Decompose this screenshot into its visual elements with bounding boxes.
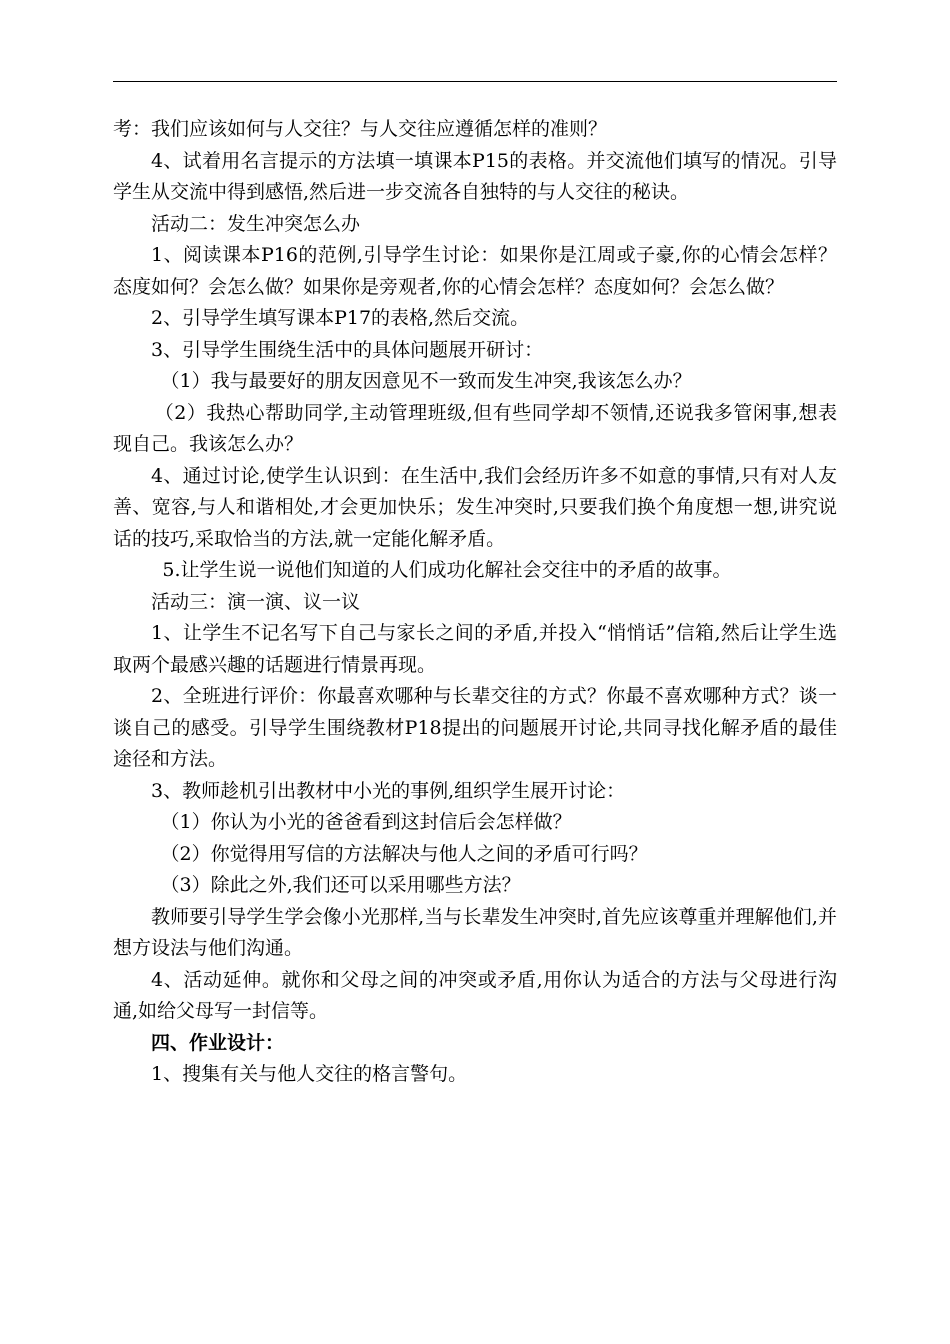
paragraph-activity-3-step-3: 3、教师趁机引出教材中小光的事例,组织学生展开讨论： [151, 779, 626, 802]
paragraph-activity-2-step-3: 3、引导学生围绕生活中的具体问题展开研讨： [151, 338, 544, 361]
paragraph-activity-extension: 4、活动延伸。就你和父母之间的冲突或矛盾,用你认为适合的方法与父母进行沟通,如给父母写一封信等。 [113, 968, 837, 1022]
paragraph-activity-2-step-5: 5.让学生说一说他们知道的人们成功化解社会交往中的矛盾的故事。 [162, 559, 732, 581]
paragraph-discussion-question-1: （1）你认为小光的爸爸看到这封信后会怎样做？ [160, 811, 572, 833]
paragraph-homework-1: 1、搜集有关与他人交往的格言警句。 [151, 1063, 468, 1085]
paragraph-activity-2-step-2: 2、引导学生填写课本P17的表格,然后交流。 [151, 307, 530, 329]
paragraph-activity-2-step-4: 4、通过讨论,使学生认识到：在生活中,我们会经历许多不如意的事情,只有对人友善、宽容,与人和谐相处,才会更加快乐；发生冲突时,只要我们换个角度想一想,讲究说话的技巧,采取恰当的方法,就一定能化解矛盾。 [113, 464, 837, 550]
paragraph-step-4-table: 4、试着用名言提示的方法填一填课本P15的表格。并交流他们填写的情况。引导学生从交流中得到感悟,然后进一步交流各自独特的与人交往的秘诀。 [113, 149, 837, 203]
paragraph-discussion-question-3: （3）除此之外,我们还可以采用哪些方法？ [160, 874, 521, 896]
paragraph-activity-2-step-1: 1、阅读课本P16的范例,引导学生讨论：如果你是江周或子豪,你的心情会怎样？态度如何？会怎么做？如果你是旁观者,你的心情会怎样？态度如何？会怎么做？ [113, 244, 837, 298]
header-rule [113, 81, 837, 82]
paragraph-continued-question: 考：我们应该如何与人交往？与人交往应遵循怎样的准则？ [113, 118, 608, 140]
paragraph-discussion-question-2: （2）你觉得用写信的方法解决与他人之间的矛盾可行吗？ [160, 842, 648, 865]
paragraph-teacher-guidance: 教师要引导学生学会像小光那样,当与长辈发生冲突时,首先应该尊重并理解他们,并想方设法与他们沟通。 [113, 905, 837, 959]
paragraph-activity-3-step-2: 2、全班进行评价：你最喜欢哪种与长辈交往的方式？你最不喜欢哪种方式？谈一谈自己的感受。引导学生围绕教材P18提出的问题展开讨论,共同寻找化解矛盾的最佳途径和方法。 [113, 685, 837, 770]
document-page [113, 0, 837, 1344]
heading-homework-design: 四、作业设计： [151, 1031, 285, 1054]
heading-activity-2: 活动二：发生冲突怎么办 [151, 212, 361, 235]
paragraph-activity-3-step-1: 1、让学生不记名写下自己与家长之间的矛盾,并投入“悄悄话”信箱,然后让学生选取两个最感兴趣的话题进行情景再现。 [113, 622, 837, 676]
heading-activity-3: 活动三：演一演、议一议 [151, 590, 361, 613]
paragraph-question-2: （2）我热心帮助同学,主动管理班级,但有些同学却不领情,还说我多管闲事,想表现自己。我该怎么办？ [113, 401, 837, 455]
paragraph-question-1: （1）我与最要好的朋友因意见不一致而发生冲突,我该怎么办？ [160, 370, 692, 392]
document-body [113, 114, 837, 1091]
